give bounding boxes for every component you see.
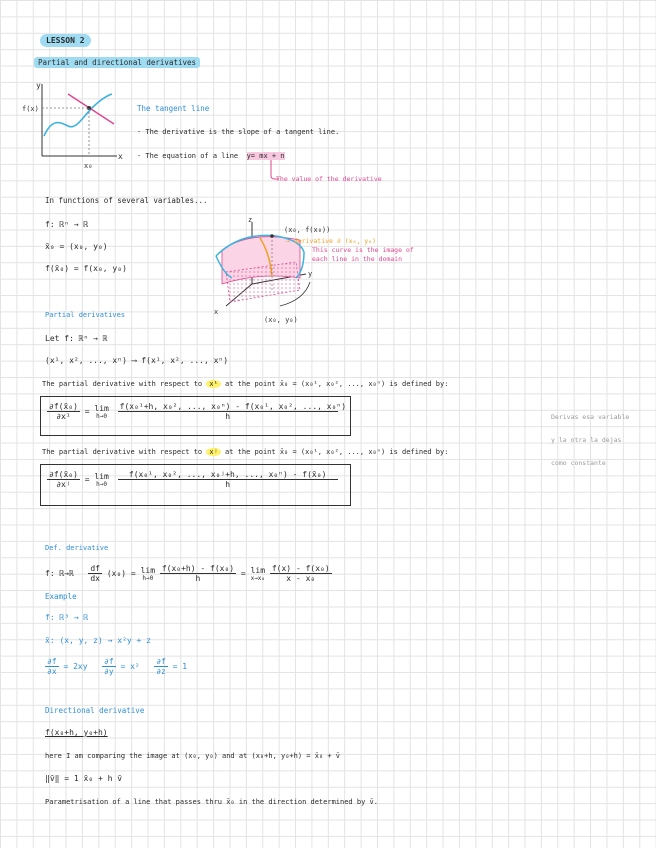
surface-graph xyxy=(200,214,460,326)
partial-def1: The partial derivative with respect to x¹ at the point x̄₀ = (x₀¹, x₀², ..., x₀ⁿ) is defined by: xyxy=(42,380,449,388)
graph2-deriv-note: → derivative ∂ (x₀, y₀) xyxy=(286,237,377,245)
graph1-y-label: y xyxy=(36,81,41,90)
several-vars-line2: x̄₀ = (x₀, y₀) xyxy=(45,242,108,251)
graph1-x0-label: x₀ xyxy=(84,162,93,170)
partial-let-line: Let f: ℝⁿ → ℝ xyxy=(45,334,108,343)
tangent-equation: y= mx + n xyxy=(246,152,285,160)
side-note: Derivas esa variable y la otra la dejas como constante xyxy=(551,413,630,467)
several-vars-line3: f(x̄₀) = f(x₀, y₀) xyxy=(45,264,127,273)
several-vars-heading: In functions of several variables... xyxy=(45,196,208,205)
example-line2: x̄: (x, y, z) → x²y + z xyxy=(45,636,151,645)
graph1-fx-label: f(x) xyxy=(22,105,39,113)
directional-line2: here I am comparing the image at (x₀, y₀) and at (x₀+h, y₀+h) = x̄₀ + v̄ xyxy=(45,752,341,760)
graph2-curve-note-2: each line in the domain xyxy=(312,255,403,263)
formula-box-2: $\frac{\text{∂f(x̄₀)}}{\text{∂xʲ}}$ = lim h→0 $\frac{\text{f(x₀¹, x₀², ..., x₀ʲ+h, ..., x₀ⁿ) - f(x̄₀)}}{h}$ xyxy=(40,464,351,506)
several-vars-line1: f: ℝⁿ → ℝ xyxy=(45,220,89,229)
tangent-graph xyxy=(22,78,132,170)
def-derivative-heading: Def. derivative xyxy=(45,544,109,552)
def-derivative-formula: f: ℝ→ℝ $\frac{df}{dx}$ (x₀) = lim h→0 $\frac{\text{f(x₀+h) - f(x₀)}}{h}$ = lim x→x₀ $\frac{\text{f(x) - f(x₀)}}{\text{x - x₀}}$ xyxy=(45,564,330,583)
graph2-z-label: z xyxy=(248,216,253,224)
value-note: The value of the derivative xyxy=(276,175,382,183)
def1-variable: x¹ xyxy=(206,380,220,388)
def2-variable: xʲ xyxy=(206,448,220,456)
graph2-x-label: x xyxy=(214,308,219,316)
formula-box-1: $\frac{\text{∂f(x̄₀)}}{\text{∂x¹}}$ = lim h→0 $\frac{\text{f(x₀¹+h, x₀², ..., x₀ⁿ) - f(x₀¹, x₀², ..., x₀ⁿ)}}{h}$ xyxy=(40,396,351,436)
graph2-curve-note-1: This curve is the image of xyxy=(312,246,414,254)
graph2-y-label: y xyxy=(308,270,313,278)
directional-line4: Parametrisation of a line that passes thru x̄₀ in the direction determined by v̄. xyxy=(45,798,378,806)
topic-title: Partial and directional derivatives xyxy=(34,57,200,68)
partial-def2: The partial derivative with respect to xʲ at the point x̄₀ = (x₀¹, x₀², ..., x₀ⁿ) is defined by: xyxy=(42,448,449,456)
example-line1: f: ℝ³ → ℝ xyxy=(45,613,89,622)
partial-heading: Partial derivatives xyxy=(45,311,126,319)
graph2-domain-point: (x₀, y₀) xyxy=(264,316,298,324)
directional-line3: ‖v̄‖ = 1 x̄₀ + h v̄ xyxy=(45,774,123,783)
directional-line1: f(x₀+h, y₀+h) xyxy=(45,728,108,737)
graph2-point-label: (x₀, f(x₀)) xyxy=(284,226,331,234)
graph1-x-label: x xyxy=(118,152,123,161)
tangent-slope-text: - The derivative is the slope of a tangent line. xyxy=(137,128,340,136)
tangent-equation-intro: - The equation of a line y= mx + n xyxy=(137,152,285,160)
lesson-title: LESSON 2 xyxy=(40,34,91,47)
directional-heading: Directional derivative xyxy=(45,706,145,715)
example-heading: Example xyxy=(45,592,77,601)
example-partials: $\frac{\partial f}{\partial x}$ = 2xy $\frac{\partial f}{\partial y}$ = x² $\frac{\partial f}{\partial z}$ = 1 xyxy=(47,657,188,676)
partial-map-line: (x¹, x², ..., xⁿ) ⟶ f(x¹, x², ..., xⁿ) xyxy=(45,356,229,365)
tangent-heading: The tangent line xyxy=(137,104,210,113)
